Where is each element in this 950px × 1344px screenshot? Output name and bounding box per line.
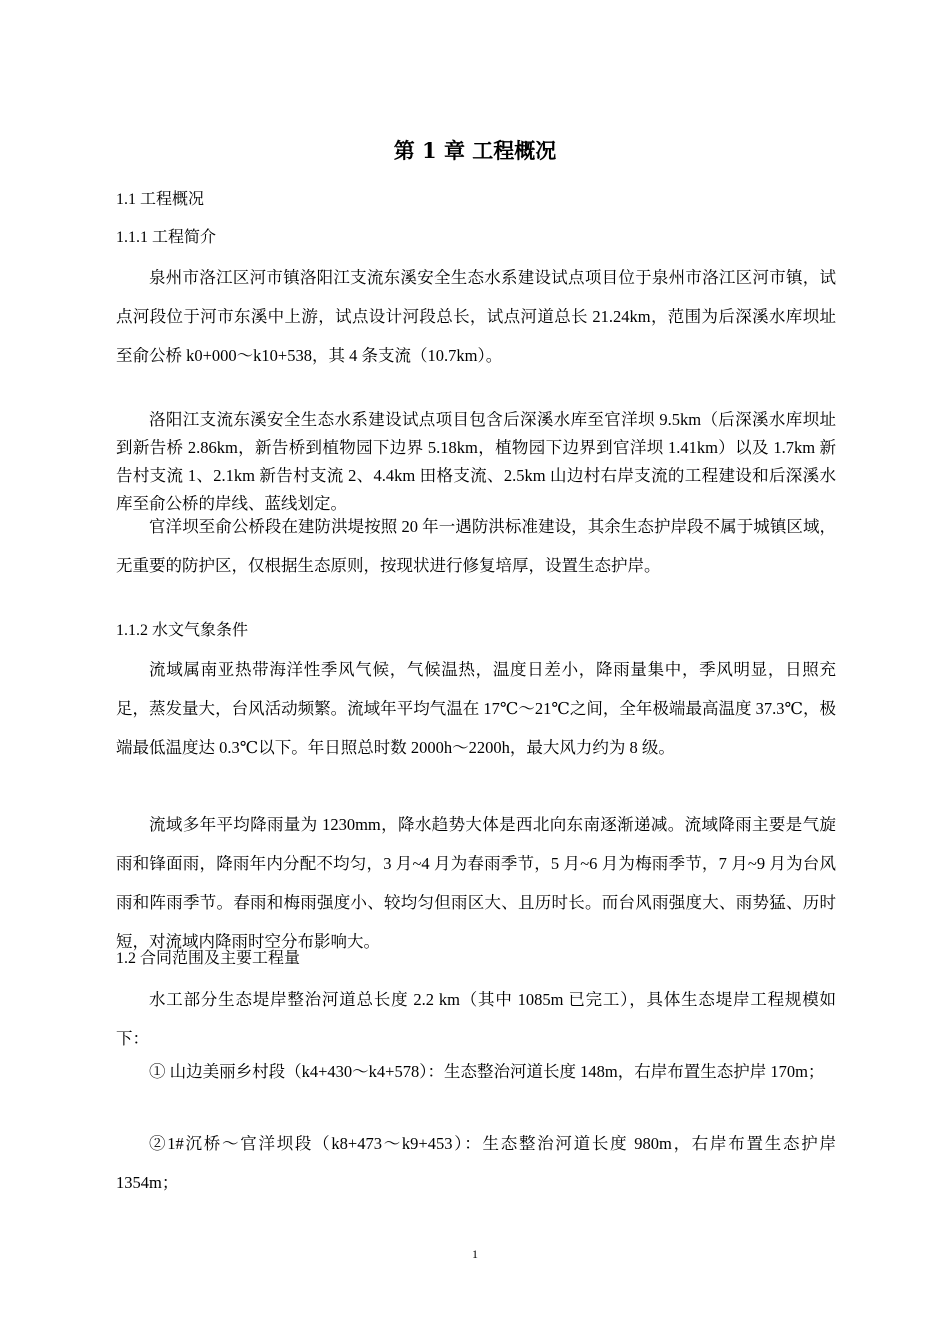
chapter-title: 第 1 章 工程概况 bbox=[393, 138, 557, 163]
section-heading-1-1: 1.1 工程概况 bbox=[116, 191, 205, 208]
page-number: 1 bbox=[472, 1247, 478, 1261]
paragraph-climate-1: 流域属南亚热带海洋性季风气候，气候温热，温度日差小，降雨量集中，季风明显，日照充足，蒸发量大，台风活动频繁。流域年平均气温在 17℃～21℃之间，全年极端最高温度 37.3℃，极端最低温度达 0.3℃以下。年日照总时数 2000h～2200h，最大风力约为 8 级。 bbox=[116, 660, 836, 757]
paragraph-scope-item-1: ① 山边美丽乡村段（k4+430～k4+578）：生态整治河道长度 148m，右岸布置生态护岸 170m； bbox=[149, 1062, 825, 1081]
paragraph-project-intro-1: 泉州市洛江区河市镇洛阳江支流东溪安全生态水系建设试点项目位于泉州市洛江区河市镇，试点河段位于河市东溪中上游，试点设计河段总长，试点河道总长 21.24km，范围为后深溪水库坝址至俞公桥 k0+000～k10+538，其 4 条支流（10.7km）。 bbox=[116, 268, 836, 365]
paragraph-climate-2: 流域多年平均降雨量为 1230mm，降水趋势大体是西北向东南逐渐递减。流域降雨主要是气旋雨和锋面雨，降雨年内分配不均匀，3 月~4 月为春雨季节，5 月~6 月为梅雨季节，7 月~9 月为台风雨和阵雨季节。春雨和梅雨强度小、较均匀但雨区大、且历时长。而台风雨强度大、雨势猛、历时短，对流域内降雨时空分布影响大。 bbox=[116, 815, 836, 951]
section-heading-1-1-1: 1.1.1 工程简介 bbox=[116, 229, 217, 246]
paragraph-scope-item-2: ②1#沉桥～官洋坝段（k8+473～k9+453）：生态整治河道长度 980m，右岸布置生态护岸 1354m； bbox=[116, 1134, 836, 1192]
section-heading-1-1-2: 1.1.2 水文气象条件 bbox=[116, 622, 249, 639]
paragraph-project-intro-2: 洛阳江支流东溪安全生态水系建设试点项目包含后深溪水库至官洋坝 9.5km（后深溪水库坝址到新告桥 2.86km，新告桥到植物园下边界 5.18km，植物园下边界到官洋坝 1.41km）以及 1.7km 新告村支流 1、2.1km 新告村支流 2、4.4km 田格支流、2.5km 山边村右岸支流的工程建设和后深溪水库至俞公桥的岸线、蓝线划定。 bbox=[116, 410, 836, 513]
section-heading-1-2: 1.2 合同范围及主要工程量 bbox=[116, 950, 301, 967]
paragraph-scope-1: 水工部分生态堤岸整治河道总长度 2.2 km（其中 1085m 已完工），具体生态堤岸工程规模如下： bbox=[116, 990, 836, 1048]
paragraph-project-intro-3: 官洋坝至俞公桥段在建防洪堤按照 20 年一遇防洪标准建设，其余生态护岸段不属于城镇区域，无重要的防护区，仅根据生态原则，按现状进行修复培厚，设置生态护岸。 bbox=[116, 517, 836, 575]
